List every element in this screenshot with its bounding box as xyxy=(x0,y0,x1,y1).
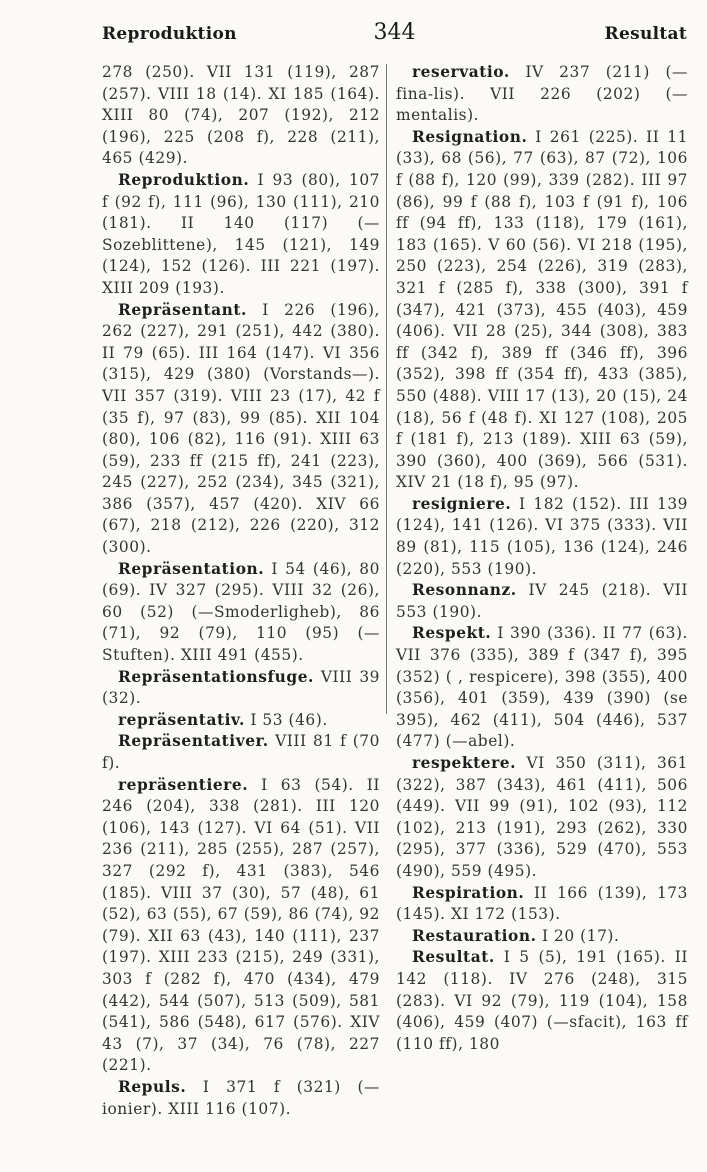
index-entry xyxy=(396,947,688,1055)
entry-term: Repräsentativer. xyxy=(118,732,269,751)
index-entry xyxy=(102,710,380,732)
index-entry xyxy=(396,62,688,127)
entry-text: I 53 (46). xyxy=(244,710,328,729)
page-number: 344 xyxy=(373,20,416,45)
index-entry xyxy=(102,775,380,1077)
entry-text: I 390 (336). II 77 (63). VII 376 (335), 389 f (347 f), 395 (352) ( , respicere), 398 (355), 400 (356), 401 (359), 439 (390) (se 395), 462 (411), 504 (446), 537 (477) (—abel). xyxy=(396,624,688,751)
entry-term: respektere. xyxy=(412,754,516,772)
left-column xyxy=(102,62,380,1120)
entry-text: I 20 (17). xyxy=(536,926,620,945)
entry-term: Restauration. xyxy=(412,926,537,945)
entry-text: I 371 f (321) (—ionier). XIII 116 (107). xyxy=(102,1077,380,1118)
index-entry xyxy=(396,883,688,926)
entry-text: I 63 (54). II 246 (204), 338 (281). III 120 (106), 143 (127). VI 64 (51). VII 236 (211), 285 (255), 287 (257), 327 (292 f), 431 (383), 546 (185). VIII 37 (30), 57 (48), 61 (52), 63 (55), 67 (59), 86 (74), 92 (79). XII 63 (43), 140 (111), 237 (197). XIII 233 (215), 249 (331), 303 f (282 f), 470 (434), 479 (442), 544 (507), 513 (509), 581 (541), 586 (548), 617 (576). XIV 43 (7), 37 (34), 76 (78), 227 (221). xyxy=(102,775,380,1075)
index-entry xyxy=(396,580,688,623)
entry-term: Repräsentant. xyxy=(118,300,247,319)
index-entry xyxy=(102,300,380,559)
index-entry xyxy=(396,623,688,753)
entry-term: Resignation. xyxy=(412,127,528,146)
entry-text: II 166 (139), 173 (145). XI 172 (153). xyxy=(396,883,688,924)
entry-text: I 93 (80), 107 f (92 f), 111 (96), 130 (111), 210 (181). II 140 (117) (—Sozeblittene), 145 (121), 149 (124), 152 (126). III 221 (197). XIII 209 (193). xyxy=(102,170,380,297)
entry-text: VI 350 (311), 361 (322), 387 (343), 461 (411), 506 (449). VII 99 (91), 102 (93), 112 (102), 213 (191), 293 (262), 330 (295), 377 (336), 529 (470), 553 (490), 559 (495). xyxy=(396,754,688,880)
index-entry xyxy=(396,127,688,494)
entry-text: VIII 39 (32). xyxy=(102,667,380,708)
index-entry xyxy=(102,667,380,710)
entry-term: Reproduktion. xyxy=(118,170,250,189)
entry-text: VIII 81 f (70 f). xyxy=(102,732,380,772)
index-entry xyxy=(396,926,688,948)
entry-text: I 182 (152). III 139 (124), 141 (126). VI 375 (333). VII 89 (81), 115 (105), 136 (124), 246 (220), 553 (190). xyxy=(396,494,688,578)
index-entry xyxy=(102,731,380,774)
index-entry xyxy=(396,494,688,580)
index-entry xyxy=(102,170,380,300)
right-column xyxy=(396,62,688,1055)
entry-text: I 5 (5), 191 (165). II 142 (118). IV 276 (248), 315 (283). VI 92 (79), 119 (104), 158 (406), 459 (407) (—sfacit), 163 ff (110 ff), 180 xyxy=(396,948,688,1053)
entry-term: Respekt. xyxy=(412,624,492,643)
entry-term: Repräsentation. xyxy=(118,559,265,578)
entry-term: repräsentiere. xyxy=(118,775,249,794)
index-entry xyxy=(396,753,688,883)
column-divider xyxy=(386,64,387,714)
entry-term: Repräsentationsfuge. xyxy=(118,667,314,686)
index-entry xyxy=(102,62,380,170)
entry-term: repräsentativ. xyxy=(118,710,245,729)
header-right-keyword: Resultat xyxy=(604,24,687,44)
entry-text: I 226 (196), 262 (227), 291 (251), 442 (380). II 79 (65). III 164 (147). VI 356 (315), 429 (380) (Vorstands—). VII 357 (319). VIII 23 (17), 42 f (35 f), 97 (83), 99 (85). XII 104 (80), 106 (82), 116 (91). XIII 63 (59), 233 ff (215 ff), 241 (223), 245 (227), 252 (234), 345 (321), 386 (357), 457 (420). XIV 66 (67), 218 (212), 226 (220), 312 (300). xyxy=(102,300,380,557)
entry-term: Resonnanz. xyxy=(412,581,517,600)
header-left-keyword: Reproduktion xyxy=(102,24,237,44)
entry-text: 278 (250). VII 131 (119), 287 (257). VIII 18 (14). XI 185 (164). XIII 80 (74), 207 (192), 212 (196), 225 (208 f), 228 (211), 465 (429). xyxy=(102,63,380,168)
entry-term: reservatio. xyxy=(412,63,510,81)
index-entry xyxy=(102,1077,380,1120)
entry-term: Respiration. xyxy=(412,883,525,902)
entry-term: Resultat. xyxy=(412,948,495,967)
entry-text: IV 245 (218). VII 553 (190). xyxy=(396,581,688,621)
entry-text: I 261 (225). II 11 (33), 68 (56), 77 (63), 87 (72), 106 f (88 f), 120 (99), 339 (282). III 97 (86), 99 f (88 f), 103 f (91 f), 106 ff (94 ff), 133 (118), 179 (161), 183 (165). V 60 (56). VI 218 (195), 250 (223), 254 (226), 319 (283), 321 f (285 f), 338 (300), 391 f (347), 421 (373), 455 (403), 459 (406). VII 28 (25), 344 (308), 383 ff (342 f), 389 ff (346 ff), 396 (352), 398 ff (354 ff), 433 (385), 550 (488). VIII 17 (13), 20 (15), 24 (18), 56 f (48 f). XI 127 (108), 205 f (181 f), 213 (189). XIII 63 (59), 390 (360), 400 (369), 566 (531). XIV 21 (18 f), 95 (97). xyxy=(396,127,688,492)
running-header xyxy=(102,20,687,48)
entry-text: IV 237 (211) (— fina-lis). VII 226 (202) (— mentalis). xyxy=(396,63,688,125)
index-entry xyxy=(102,559,380,667)
entry-term: Repuls. xyxy=(118,1077,187,1096)
entry-text: I 54 (46), 80 (69). IV 327 (295). VIII 32 (26), 60 (52) (—Smoderligheb), 86 (71), 92 (79), 110 (95) (—Stuften). XIII 491 (455). xyxy=(102,559,380,665)
entry-term: resigniere. xyxy=(412,494,512,513)
